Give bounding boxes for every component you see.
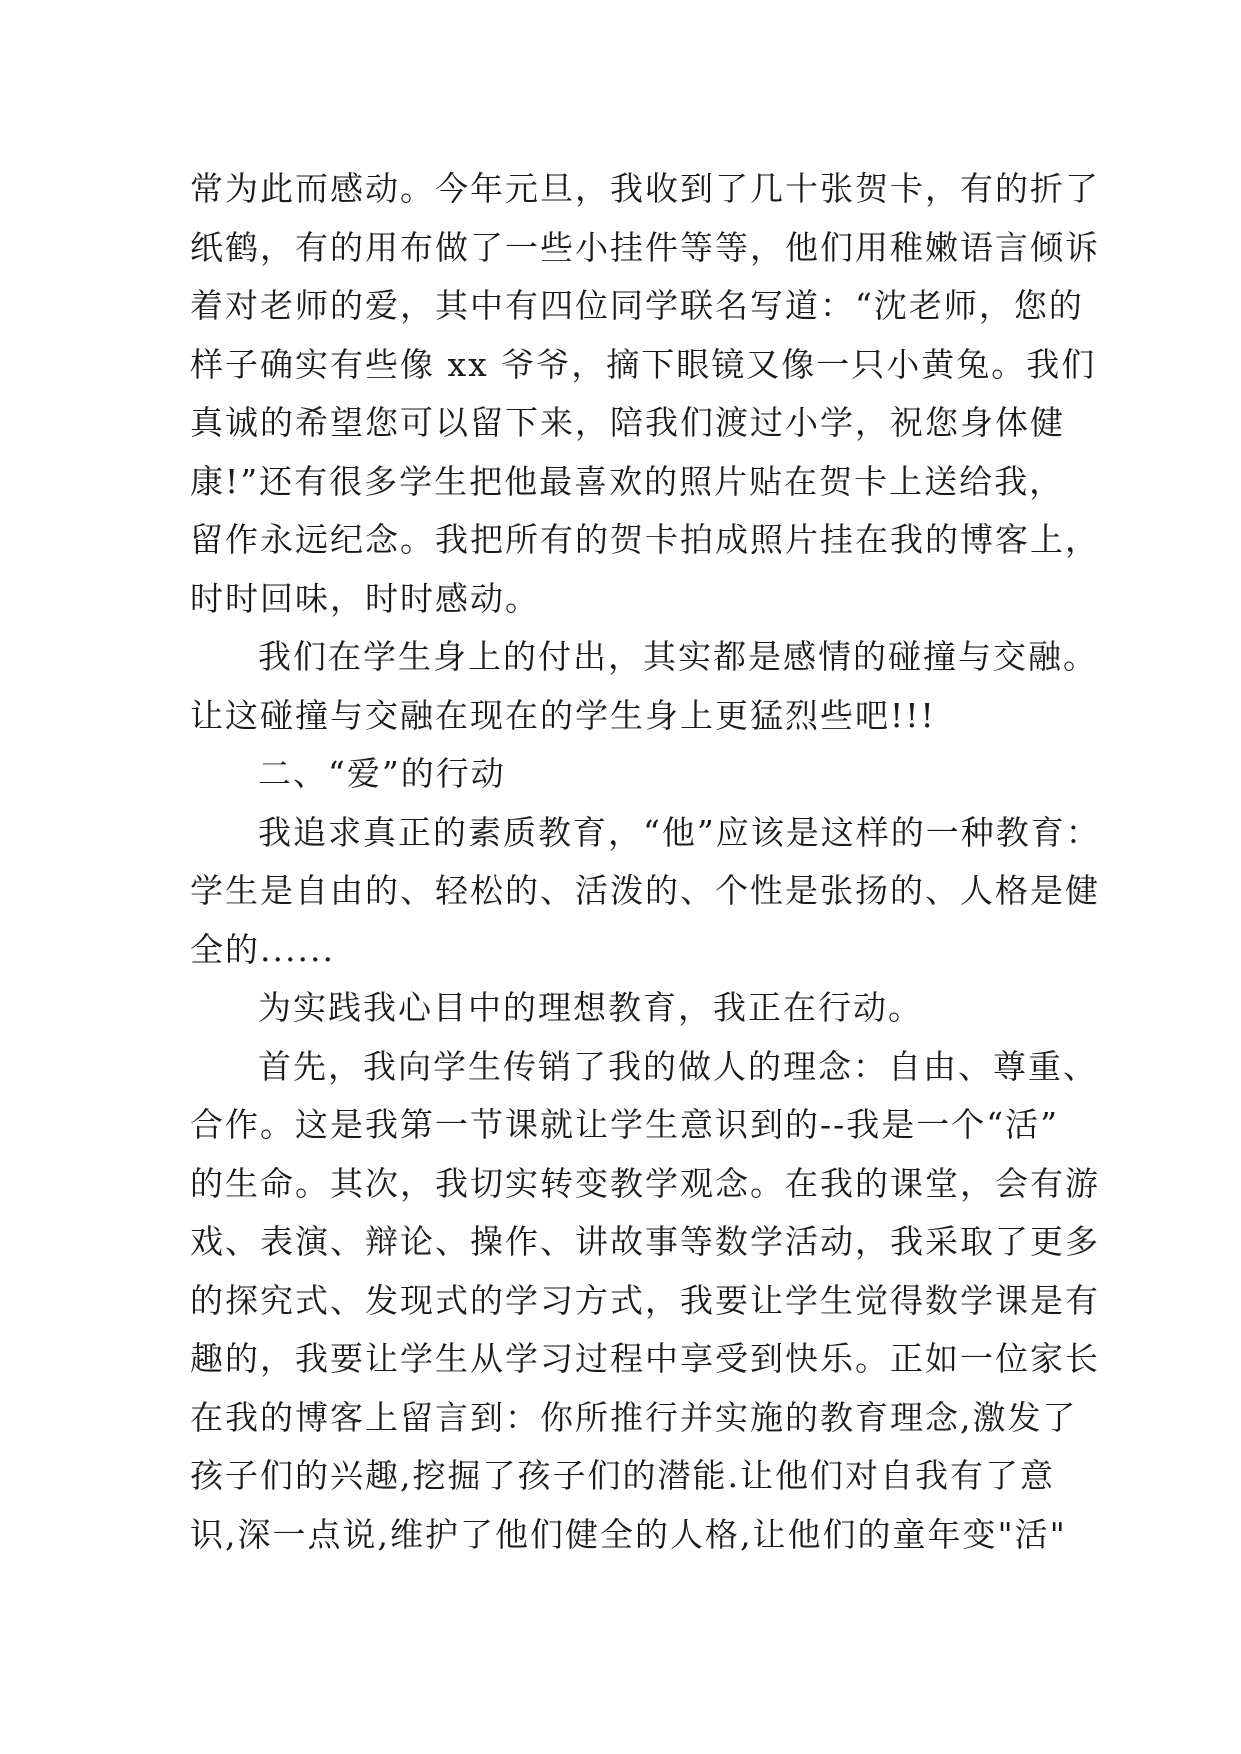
text-line: 留作永远纪念。我把所有的贺卡拍成照片挂在我的博客上， (190, 520, 1100, 559)
text-line: 让这碰撞与交融在现在的学生身上更猛烈些吧!!! (190, 695, 936, 735)
text-line: 真诚的希望您可以留下来，陪我们渡过小学，祝您身体健 (190, 403, 1065, 442)
text-line: 孩子们的兴趣,挖掘了孩子们的潜能.让他们对自我有了意 (190, 1456, 1055, 1495)
text-line: 为实践我心目中的理想教育，我正在行动。 (258, 988, 923, 1027)
text-line: 常为此而感动。今年元旦，我收到了几十张贺卡，有的折了 (190, 169, 1100, 208)
text-line: 我们在学生身上的付出，其实都是感情的碰撞与交融。 (258, 637, 1098, 676)
text-line: 首先，我向学生传销了我的做人的理念：自由、尊重、 (258, 1046, 1098, 1086)
text-line: 着对老师的爱，其中有四位同学联名写道：“沈老师，您的 (190, 286, 1084, 325)
text-line: 样子确实有些像 xx 爷爷，摘下眼镜又像一只小黄兔。我们 (190, 344, 1097, 384)
text-line: 康!”还有很多学生把他最喜欢的照片贴在贺卡上送给我， (190, 461, 1065, 501)
text-line: 时时回味，时时感动。 (190, 578, 540, 618)
text-line: 二、“爱”的行动 (258, 754, 506, 793)
text-line: 的探究式、发现式的学习方式，我要让学生觉得数学课是有 (190, 1280, 1100, 1320)
text-line: 趣的，我要让学生从学习过程中享受到快乐。正如一位家长 (190, 1339, 1100, 1378)
text-line: 纸鹤，有的用布做了一些小挂件等等，他们用稚嫩语言倾诉 (190, 227, 1100, 267)
text-line: 学生是自由的、轻松的、活泼的、个性是张扬的、人格是健 (190, 871, 1100, 910)
text-line: 的生命。其次，我切实转变教学观念。在我的课堂，会有游 (190, 1163, 1100, 1203)
text-line: 我追求真正的素质教育，“他”应该是这样的一种教育： (258, 812, 1101, 852)
text-line: 在我的博客上留言到：你所推行并实施的教育理念,激发了 (190, 1397, 1078, 1437)
text-line: 戏、表演、辩论、操作、讲故事等数学活动，我采取了更多 (190, 1222, 1100, 1261)
body-text (190, 160, 1101, 1564)
text-line: 全的...... (190, 929, 335, 969)
text-line: 识,深一点说,维护了他们健全的人格,让他们的童年变"活" (190, 1514, 1067, 1554)
text-line: 合作。这是我第一节课就让学生意识到的--我是一个“活” (190, 1105, 1060, 1144)
